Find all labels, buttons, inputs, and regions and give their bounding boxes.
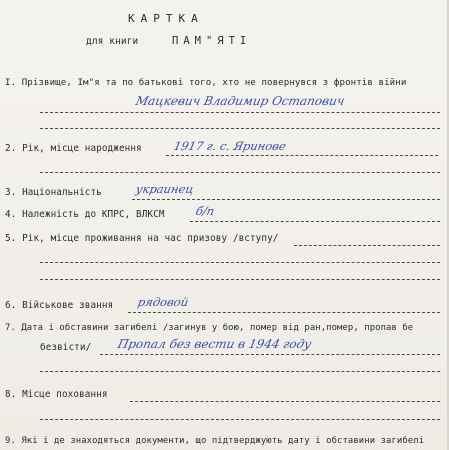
field-2-line-2 [40, 172, 440, 173]
field-3-label: 3. Національність [5, 187, 102, 198]
card-subtitle-prefix: для книги [86, 36, 139, 47]
field-5-line-3 [40, 279, 440, 280]
field-2-label: 2. Рік, місце народження [5, 143, 142, 154]
field-5-label: 5. Рік, місце проживання на час призову /вступу/ [5, 233, 279, 244]
field-5-line-1 [294, 245, 440, 246]
field-4-label: 4. Належність до КПРС, ВЛКСМ [5, 209, 165, 220]
field-2-value: 1917 г. с. Яринове [172, 139, 288, 153]
field-1-value: Мацкевич Владимир Остапович [134, 94, 346, 108]
field-7-line-1 [100, 354, 440, 355]
field-7-line-2 [40, 371, 440, 372]
field-8-line-2 [40, 419, 440, 420]
field-7-label-b: безвісти/ [40, 342, 92, 353]
field-5-line-2 [40, 262, 440, 263]
field-7-label-a: 7. Дата і обставини загибелі /загинув у бою, помер від ран,помер, пропав бе [5, 323, 414, 333]
field-4-value: б/п [194, 204, 216, 218]
field-6-line [128, 312, 440, 313]
field-7-value: Пропал без вести в 1944 году [116, 337, 313, 351]
field-6-value: рядовой [136, 295, 190, 309]
field-1-line-1 [40, 112, 440, 113]
card-title: КАРТКА [128, 12, 204, 25]
field-8-label: 8. Місце поховання [5, 389, 108, 400]
field-6-label: 6. Військове звання [5, 300, 114, 311]
field-1-label: I. Прізвище, Ім"я та по батькові того, хто не повернувся з фронтів війни [5, 78, 407, 88]
field-3-value: украинец [134, 182, 196, 196]
card-subtitle-main: ПАМ"ЯТІ [172, 35, 252, 47]
field-1-line-2 [40, 128, 440, 129]
field-2-line-1 [166, 155, 438, 156]
field-3-line [132, 199, 440, 200]
field-8-line-1 [130, 401, 440, 402]
field-9-label: 9. Які і де знаходяться документи, що підтверджують дату і обставини загибелі [5, 436, 425, 446]
field-4-line [190, 221, 440, 222]
